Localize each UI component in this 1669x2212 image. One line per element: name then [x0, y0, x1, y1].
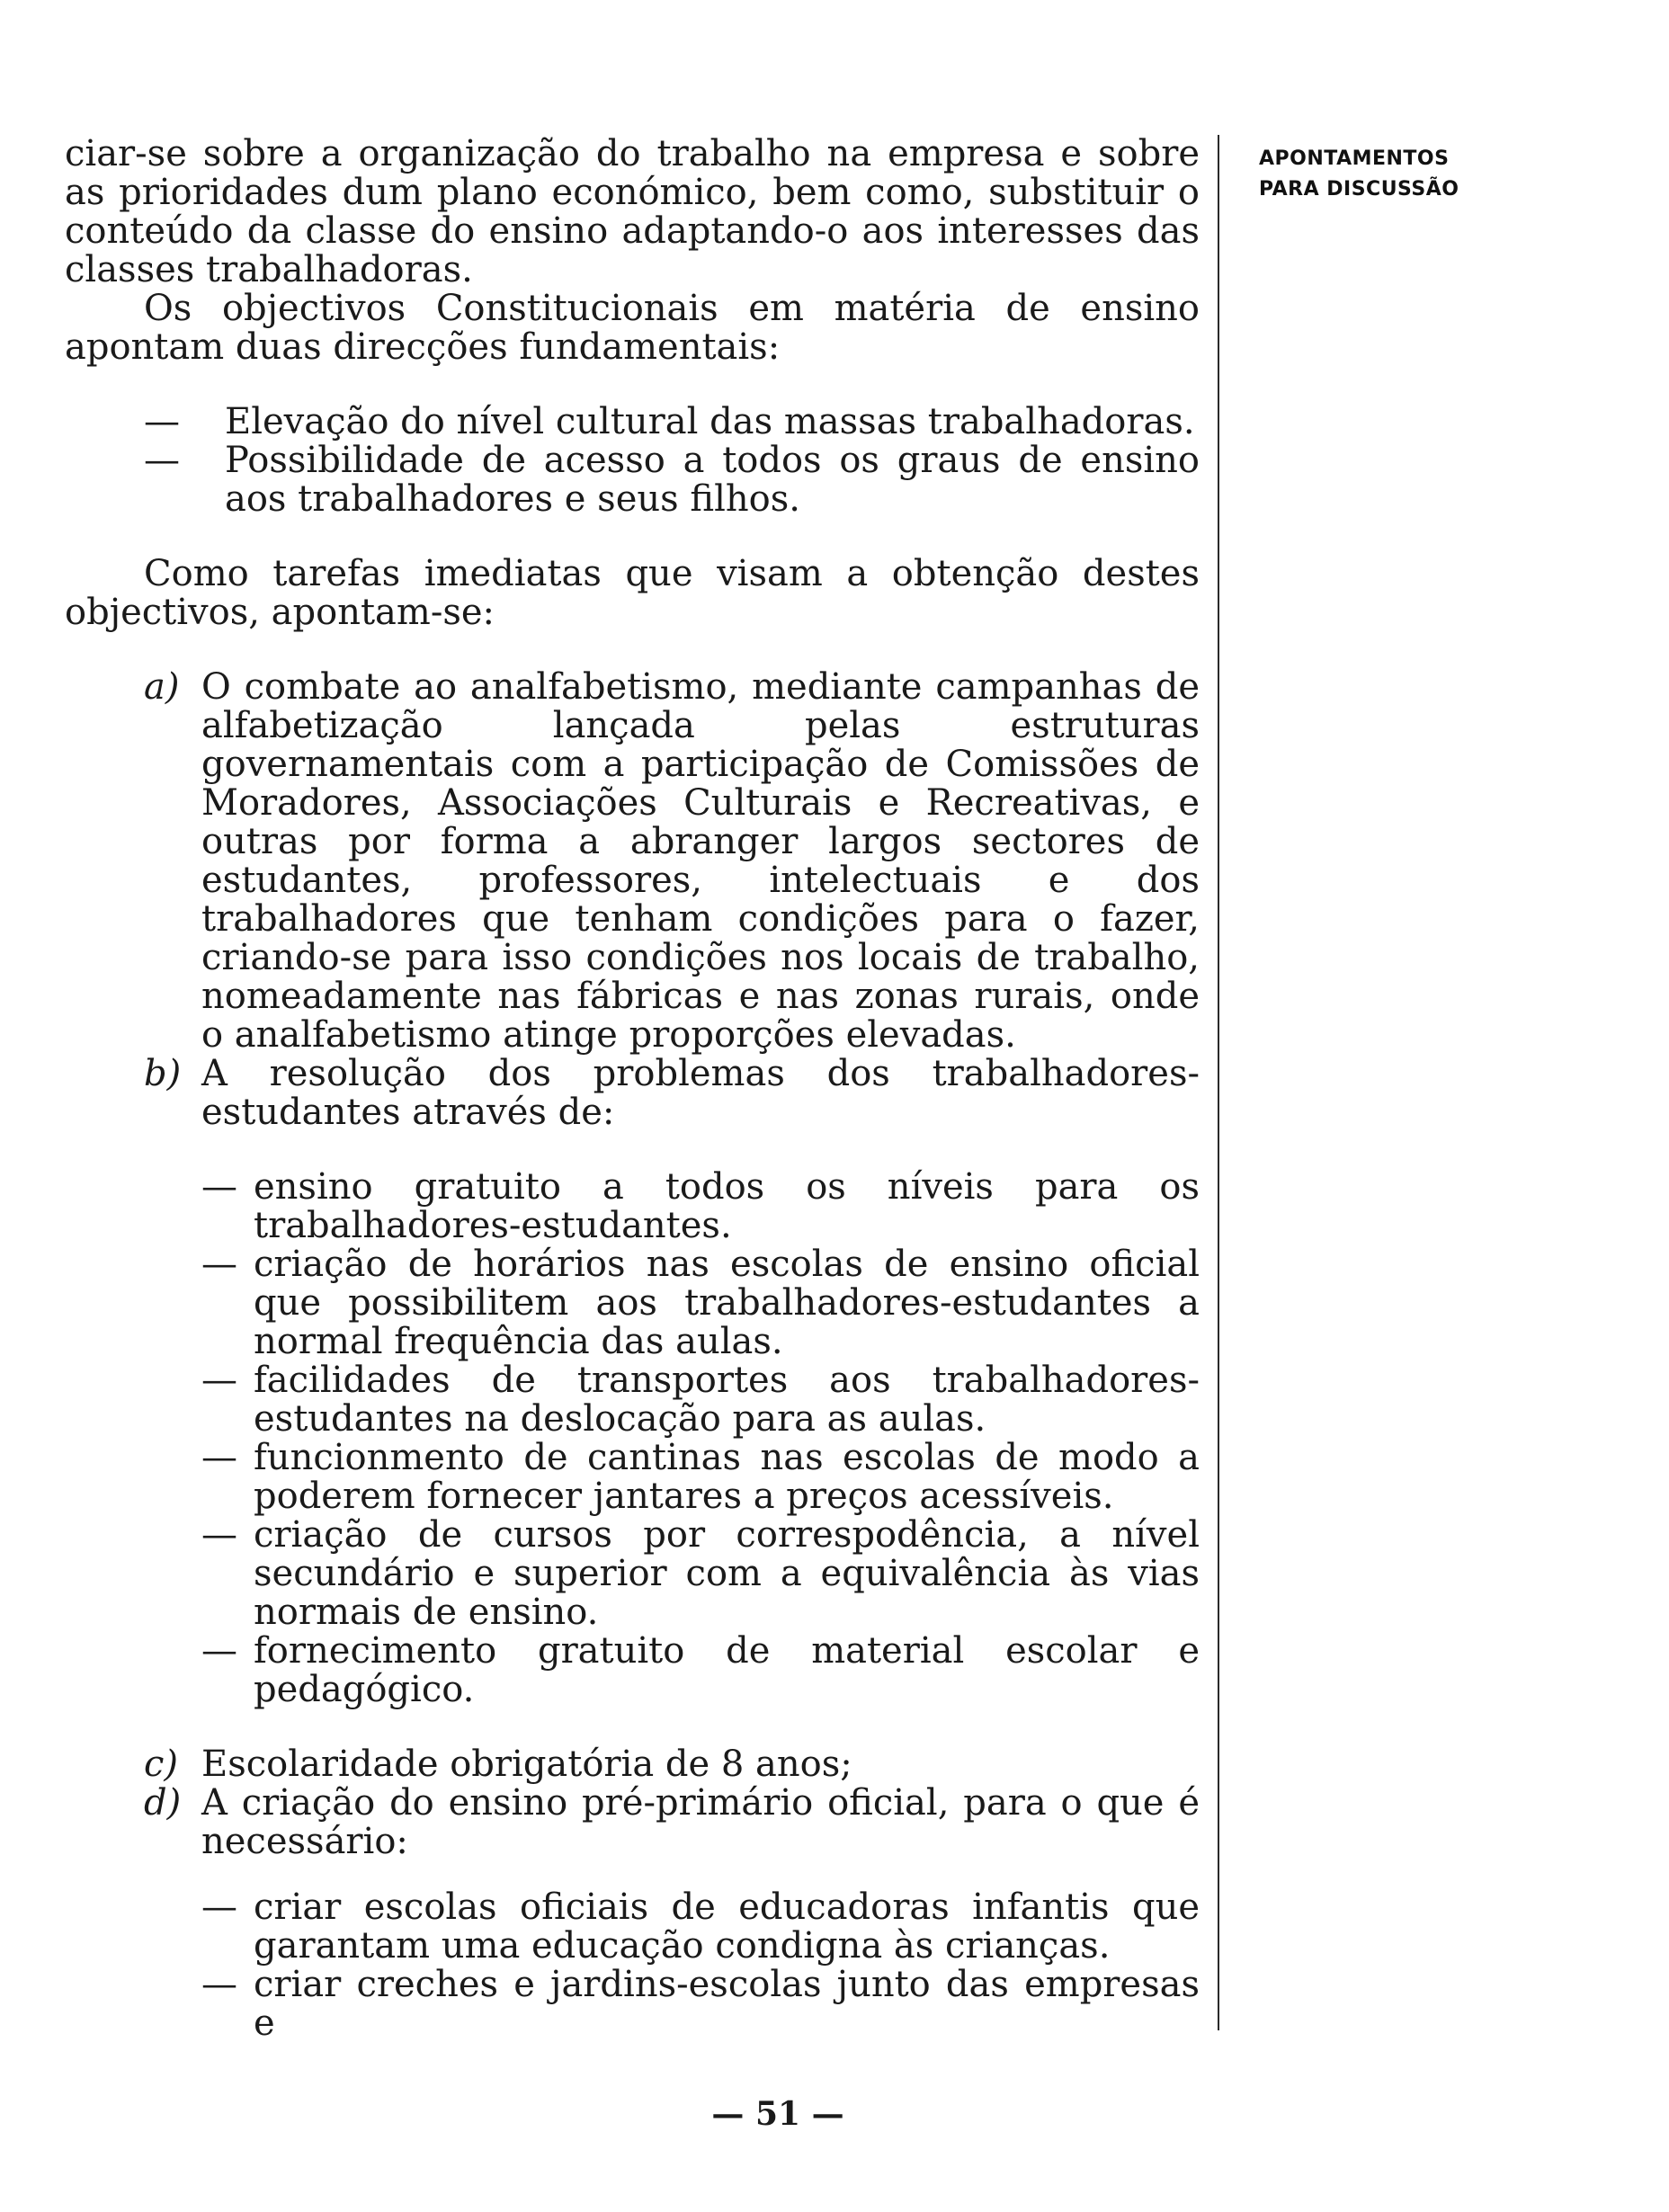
b-subitem [65, 1516, 1200, 1632]
subitem-text: criar creches e jardins-escolas junto das empresas e [254, 1964, 1200, 2044]
dash-marker: — [201, 1886, 237, 1928]
dash-marker: — [201, 1630, 237, 1672]
lettered-item-b [65, 1055, 1200, 1132]
spacer [65, 1132, 1200, 1168]
dash-marker: — [201, 1244, 237, 1285]
direction-item [65, 442, 1200, 519]
lettered-item-d [65, 1784, 1200, 1861]
subitem-text: funcionmento de cantinas nas escolas de modo a poderem fornecer jantares a preços acessíveis. [254, 1437, 1200, 1517]
subitem-text: fornecimento gratuito de material escolar e pedagógico. [254, 1630, 1200, 1710]
item-letter: d) [144, 1782, 182, 1824]
dash-marker: — [201, 1437, 237, 1478]
b-subitem [65, 1168, 1200, 1245]
lettered-item-c [65, 1745, 1200, 1784]
intro-paragraph-1: ciar-se sobre a organização do trabalho na empresa e sobre as prioridades dum plano económico, bem como, substituir o conteúdo da classe do ensino adaptando-o aos interesses das classes trabalhadoras. [65, 133, 1200, 290]
subitem-text: criação de horários nas escolas de ensino oficial que possibilitem aos trabalhadores-estudantes a normal frequência das aulas. [254, 1244, 1200, 1362]
spacer [65, 367, 1200, 403]
dash-marker: — [144, 401, 180, 442]
subitem-text: criar escolas oficiais de educadoras infantis que garantam uma educação condigna às crianças. [254, 1886, 1200, 1967]
d-subitem [65, 1888, 1200, 1966]
subitem-text: criação de cursos por correspodência, a nível secundário e superior com a equivalência às vias normais de ensino. [254, 1514, 1200, 1633]
dash-marker: — [201, 1166, 237, 1208]
margin-note-line-2: PARA DISCUSSÃO [1259, 178, 1459, 201]
spacer [65, 1709, 1200, 1745]
direction-item [65, 403, 1200, 442]
dash-marker: — [201, 1360, 237, 1401]
dash-marker: — [201, 1514, 237, 1556]
main-text-column [65, 135, 1200, 2043]
lettered-item-a [65, 668, 1200, 1055]
page-number: — 51 — [711, 2095, 844, 2133]
item-text: Escolaridade obrigatória de 8 anos; [201, 1744, 852, 1785]
b-subitem [65, 1245, 1200, 1361]
b-subitem [65, 1632, 1200, 1709]
margin-note [1259, 144, 1459, 205]
subitem-text: ensino gratuito a todos os níveis para os trabalhadores-estudantes. [254, 1166, 1200, 1246]
margin-note-line-1: APONTAMENTOS [1259, 147, 1450, 170]
b-subitem [65, 1439, 1200, 1516]
tasks-intro-paragraph: Como tarefas imediatas que visam a obtenção destes objectivos, apontam-se: [65, 553, 1200, 633]
spacer [65, 1861, 1200, 1888]
dash-marker: — [144, 440, 180, 481]
item-letter: a) [144, 666, 180, 708]
direction-text: Elevação do nível cultural das massas trabalhadoras. [225, 401, 1195, 442]
item-letter: b) [144, 1053, 182, 1094]
subitem-text: facilidades de transportes aos trabalhadores-estudantes na deslocação para as aulas. [254, 1360, 1200, 1440]
b-subitem [65, 1361, 1200, 1439]
d-subitem [65, 1966, 1200, 2043]
direction-text: Possibilidade de acesso a todos os graus de ensino aos trabalhadores e seus filhos. [225, 440, 1200, 520]
item-text: A criação do ensino pré-primário oficial, para o que é necessário: [201, 1782, 1200, 1862]
item-letter: c) [144, 1744, 179, 1785]
item-text: A resolução dos problemas dos trabalhadores-estudantes através de: [201, 1053, 1200, 1133]
spacer [65, 519, 1200, 555]
intro-paragraph-2: Os objectivos Constitucionais em matéria de ensino apontam duas direcções fundamentais: [65, 288, 1200, 368]
item-text: O combate ao analfabetismo, mediante campanhas de alfabetização lançada pelas estruturas governamentais com a participação de Comissões de Moradores, Associações Culturais e Recreativas, e outras por forma a abranger largos sectores de estudantes, professores, intelectuais e dos trabalhadores que tenham condições para o fazer, criando-se para isso condições nos locais de trabalho, nomeadamente nas fábricas e nas zonas rurais, onde o analfabetismo atinge proporções elevadas. [201, 666, 1200, 1056]
dash-marker: — [201, 1964, 237, 2005]
margin-divider-line [1218, 135, 1219, 2030]
spacer [65, 632, 1200, 668]
